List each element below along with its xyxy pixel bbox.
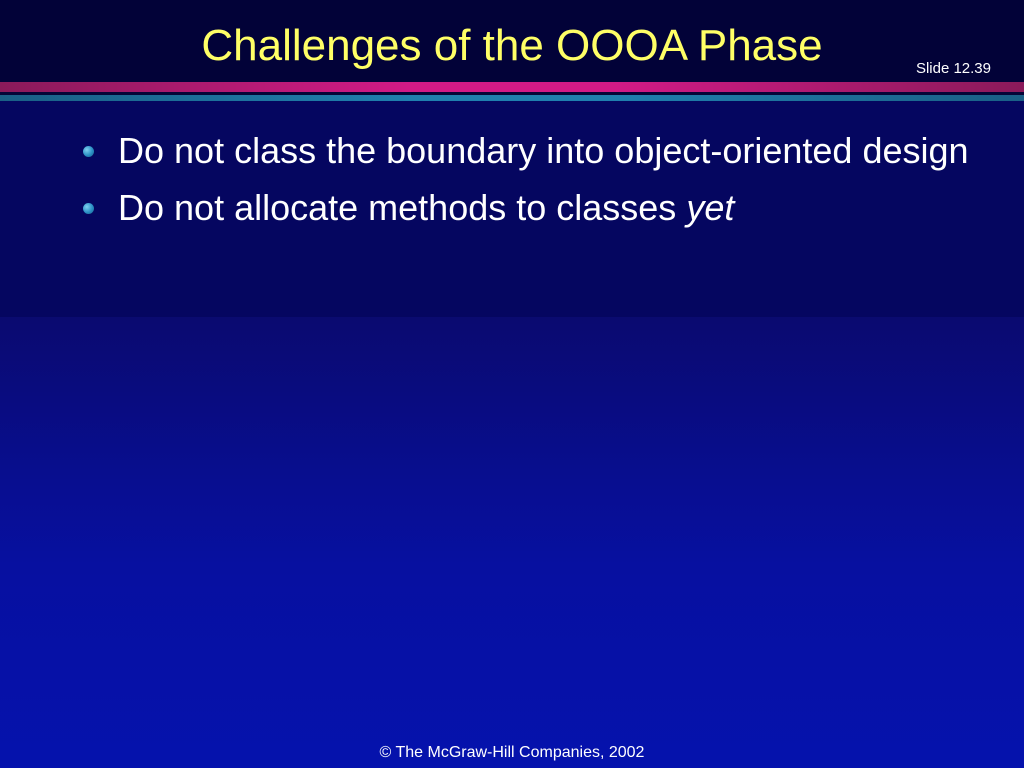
slide-title: Challenges of the OOOA Phase (201, 21, 823, 70)
bullet-item (80, 128, 980, 174)
copyright-footer: © The McGraw-Hill Companies, 2002 (379, 744, 645, 761)
bullet-dot-icon (83, 146, 94, 157)
bullet-list (80, 128, 980, 242)
bullet-emphasis: yet (686, 187, 735, 228)
magenta-divider (0, 82, 1024, 92)
bullet-dot-icon (83, 203, 94, 214)
lower-background (0, 317, 1024, 768)
slide-number: Slide 12.39 (915, 60, 991, 77)
bullet-text: Do not class the boundary into object-oriented design (118, 130, 969, 171)
bullet-item (80, 185, 980, 231)
bullet-text: Do not allocate methods to classes (118, 187, 687, 228)
slide-header (0, 0, 1024, 82)
